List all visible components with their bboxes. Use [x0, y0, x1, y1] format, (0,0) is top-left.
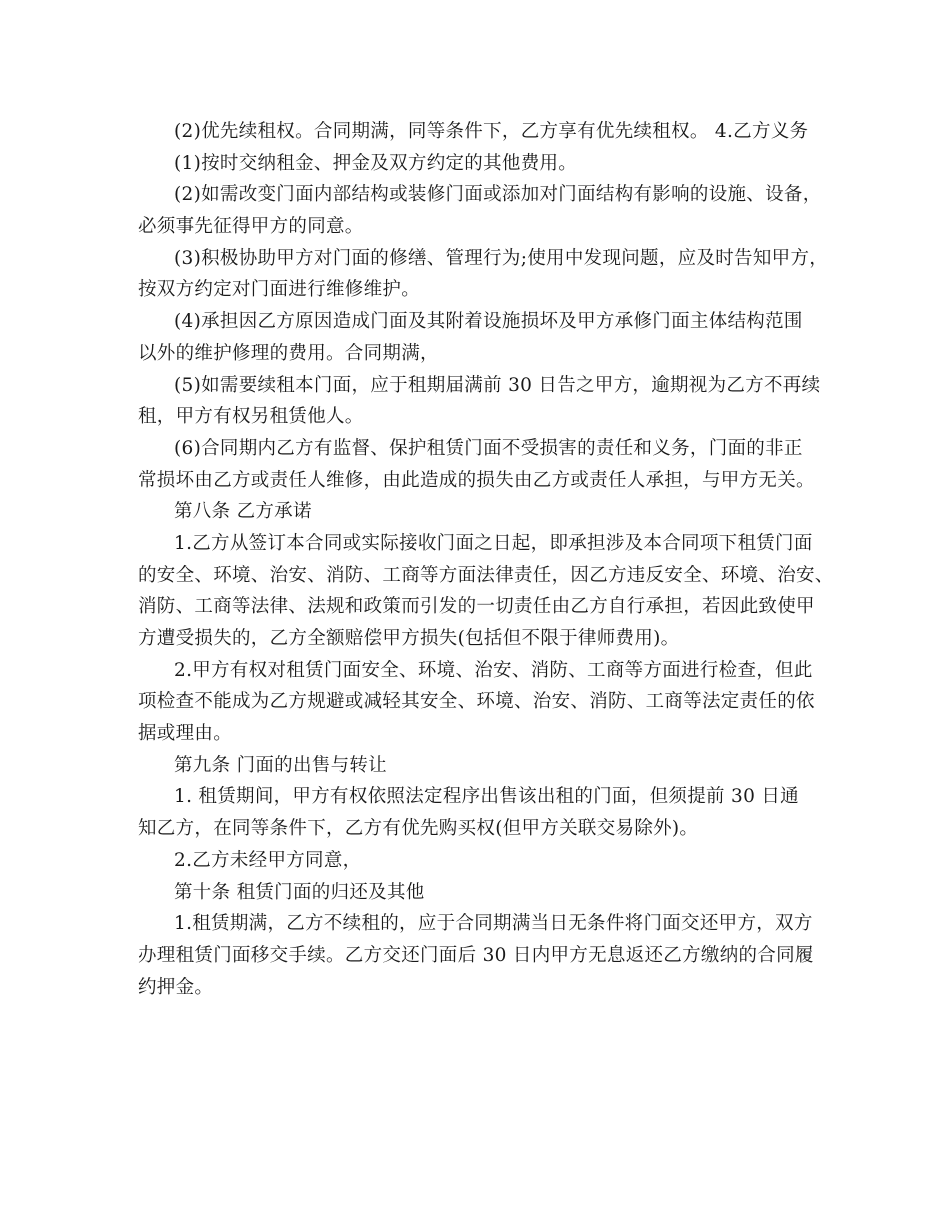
text-line: (5)如需要续租本门面，应于租期届满前 30 日告之甲方，逾期视为乙方不再续	[174, 374, 821, 396]
text-line: 以外的维护修理的费用。合同期满，	[138, 342, 439, 364]
text-line: (2)优先续租权。合同期满，同等条件下，乙方享有优先续租权。 4.乙方义务	[174, 121, 809, 142]
text-line: 租，甲方有权另租赁他人。	[138, 406, 364, 428]
text-line: 按双方约定对门面进行维修维护。	[138, 279, 421, 301]
text-line: 第九条 门面的出售与转让	[174, 754, 387, 776]
text-line: 的安全、环境、治安、消防、工商等方面法律责任，因乙方违反安全、环境、治安、	[138, 564, 834, 586]
text-line: 2.乙方未经甲方同意，	[174, 849, 362, 871]
text-line: 办理租赁门面移交手续。乙方交还门面后 30 日内甲方无息返还乙方缴纳的合同履	[138, 944, 814, 966]
text-line: 1. 租赁期间，甲方有权依照法定程序出售该出租的门面，但须提前 30 日通	[174, 786, 799, 808]
text-line: (6)合同期内乙方有监督、保护租赁门面不受损害的责任和义务，门面的非正	[174, 437, 803, 459]
document-body	[138, 116, 834, 1003]
text-line: 项检查不能成为乙方规避或减轻其安全、环境、治安、消防、工商等法定责任的依	[138, 691, 815, 713]
text-line: (4)承担因乙方原因造成门面及其附着设施损坏及甲方承修门面主体结构范围	[174, 311, 803, 333]
text-line: (1)按时交纳租金、押金及双方约定的其他费用。	[174, 152, 578, 174]
text-line: 第八条 乙方承诺	[174, 501, 312, 523]
text-line: (3)积极协助甲方对门面的修缮、管理行为;使用中发现问题，应及时告知甲方，	[174, 247, 829, 269]
text-line: 知乙方，在同等条件下，乙方有优先购买权(但甲方关联交易除外)。	[138, 818, 699, 840]
text-line: 约押金。	[138, 976, 214, 998]
text-line: 1.租赁期满，乙方不续租的，应于合同期满当日无条件将门面交还甲方，双方	[174, 913, 813, 935]
text-line: 消防、工商等法律、法规和政策而引发的一切责任由乙方自行承担，若因此致使甲	[138, 596, 815, 618]
text-line: (2)如需改变门面内部结构或装修门面或添加对门面结构有影响的设施、设备，	[174, 184, 822, 206]
text-line: 必须事先征得甲方的同意。	[138, 216, 364, 238]
text-line: 常损坏由乙方或责任人维修，由此造成的损失由乙方或责任人承担，与甲方无关。	[138, 469, 815, 491]
text-line: 2.甲方有权对租赁门面安全、环境、治安、消防、工商等方面进行检查，但此	[174, 659, 813, 681]
text-line: 据或理由。	[138, 723, 233, 745]
text-line: 方遭受损失的，乙方全额赔偿甲方损失(包括但不限于律师费用)。	[138, 628, 680, 649]
text-line: 1.乙方从签订本合同或实际接收门面之日起，即承担涉及本合同项下租赁门面	[174, 532, 813, 554]
text-line: 第十条 租赁门面的归还及其他	[174, 881, 425, 903]
